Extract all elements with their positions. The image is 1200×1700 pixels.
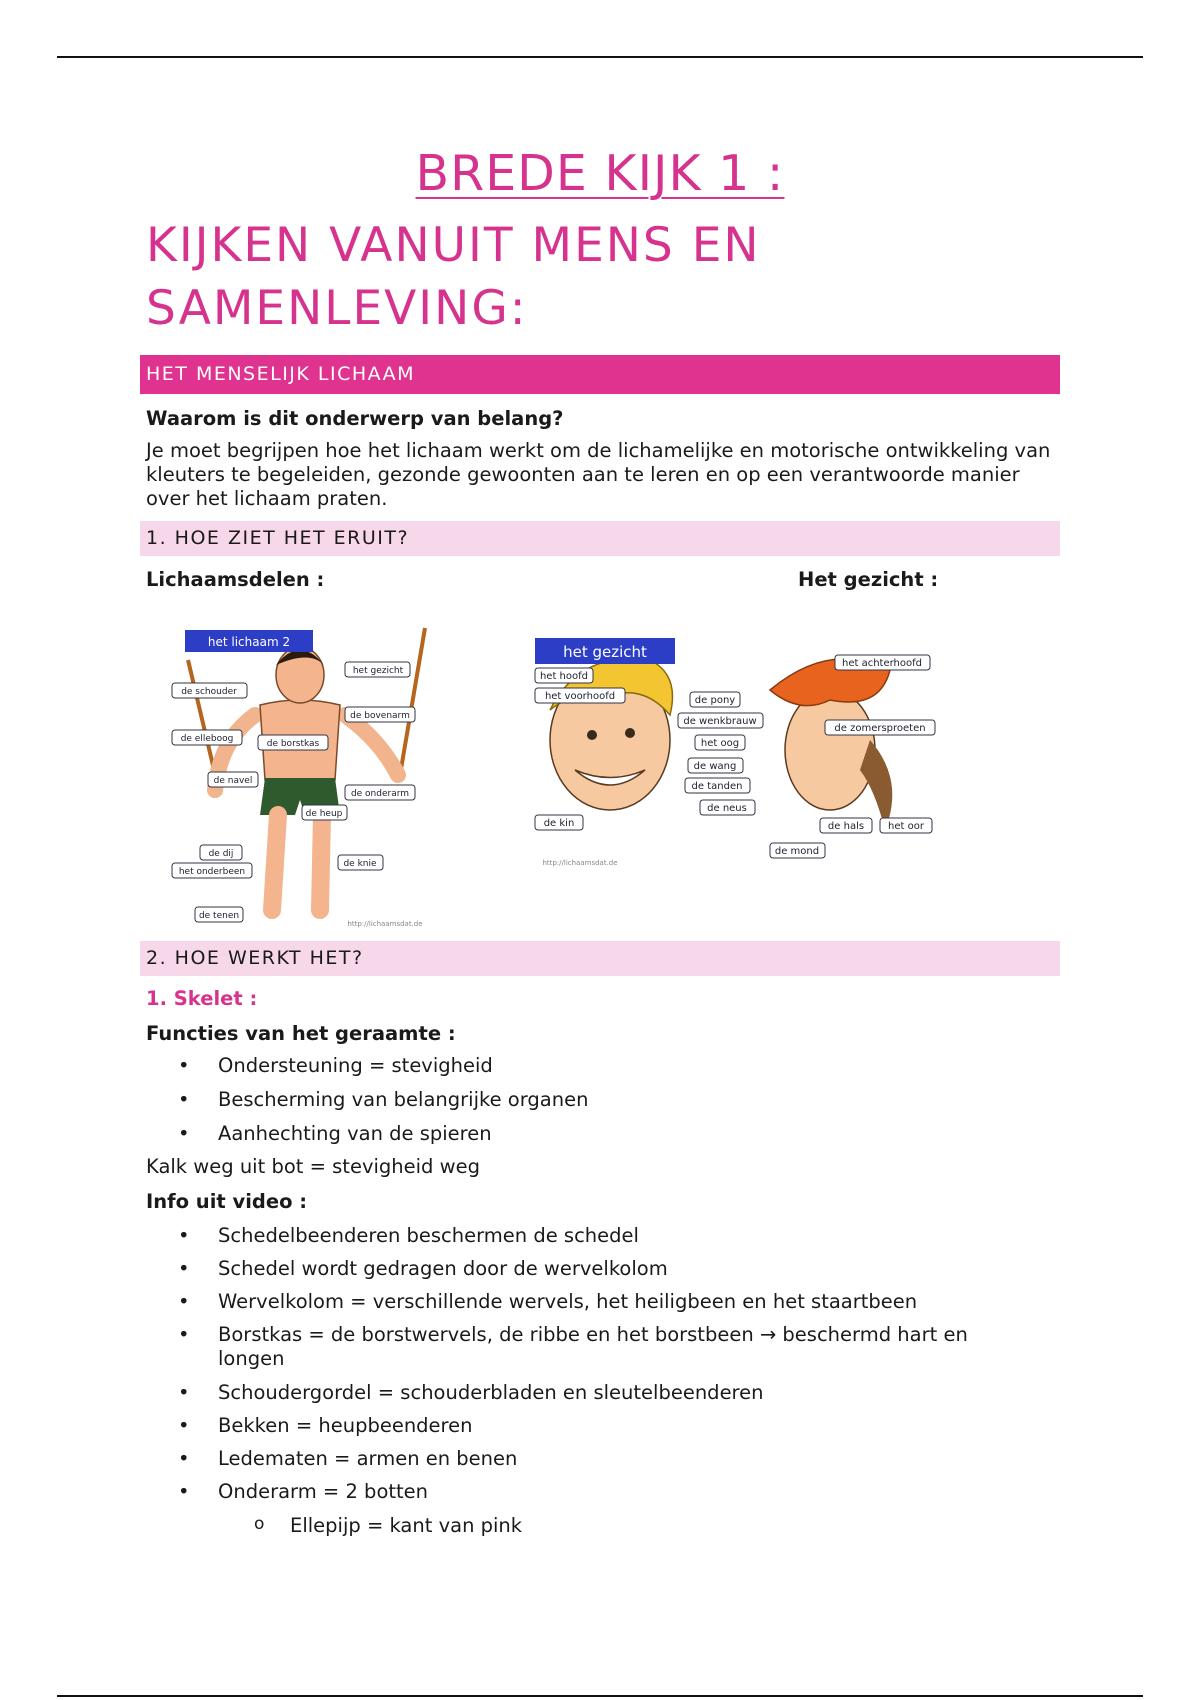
label-oog: het oog (700, 738, 740, 749)
list-item: • Schoudergordel = schouderbladen en sleutelbeenderen (178, 1381, 1018, 1414)
body-parts-label: Lichaamsdelen : (146, 568, 325, 591)
label-hals: de hals (827, 821, 865, 832)
label-onderbeen: het onderbeen (178, 867, 246, 877)
label-oor: het oor (888, 821, 924, 832)
label-tenen: de tenen (198, 911, 240, 921)
label-wenkbrauw: de wenkbrauw (683, 716, 757, 727)
list-item: • Aanhechting van de spieren (178, 1122, 588, 1156)
label-tanden: de tanden (691, 781, 743, 792)
section-heading-2: 2. HOE WERKT HET? (140, 941, 1060, 976)
label-pony: de pony (694, 695, 736, 706)
list-item: • Onderarm = 2 botten (178, 1480, 1018, 1513)
right-rope (400, 628, 425, 775)
label-hoofd: het hoofd (539, 671, 589, 682)
left-leg (272, 815, 278, 910)
face-illustration (530, 630, 950, 890)
face-label: Het gezicht : (798, 568, 939, 591)
bottom-rule (57, 1695, 1143, 1697)
boy-eye-left (587, 730, 597, 740)
intro-question: Waarom is dit onderwerp van belang? (146, 407, 564, 430)
info-list (178, 1224, 1018, 1513)
list-item: • Wervelkolom = verschillende wervels, het heiligbeen en het staartbeen (178, 1290, 1018, 1323)
label-navel: de navel (213, 776, 253, 786)
label-mond: de mond (774, 846, 820, 857)
body-credit: http://lichaamsdat.de (347, 920, 423, 928)
label-zomersproeten: de zomersproeten (834, 723, 926, 734)
sub-list-item: Ellepijp = kant van pink (290, 1514, 523, 1537)
label-schouder: de schouder (181, 687, 237, 697)
kalk-note: Kalk weg uit bot = stevigheid weg (146, 1155, 480, 1178)
label-knie: de knie (343, 859, 377, 869)
label-bovenarm: de bovenarm (350, 711, 410, 721)
face-title: het gezicht (563, 643, 647, 661)
info-title: Info uit video : (146, 1190, 308, 1213)
document-subtitle (146, 214, 761, 340)
subtitle-line-2: SAMENLEVING: (146, 281, 528, 336)
subtitle-line-1: KIJKEN VANUIT MENS EN (146, 218, 761, 273)
label-kin: de kin (543, 818, 575, 829)
label-onderarm: de onderarm (350, 789, 410, 799)
body-illustration (160, 620, 450, 930)
list-item: • Ledematen = armen en benen (178, 1447, 1018, 1480)
label-heup: de heup (305, 809, 343, 819)
intro-body: Je moet begrijpen hoe het lichaam werkt om de lichamelijke en motorische ontwikkeling van kleuters te begeleiden, gezonde gewoonten aan te leren en op een verantwoorde manier over het lichaam praten. (146, 439, 1051, 510)
section-bar-main: HET MENSELIJK LICHAAM (140, 355, 1060, 394)
section-heading-1: 1. HOE ZIET HET ERUIT? (140, 521, 1060, 556)
list-item: • Borstkas = de borstwervels, de ribbe en het borstbeen → beschermd hart en longen (178, 1323, 1018, 1381)
label-wang: de wang (693, 761, 737, 772)
label-achterhoofd: het achterhoofd (841, 658, 923, 669)
functions-title: Functies van het geraamte : (146, 1022, 456, 1045)
face-credit: http://lichaamsdat.de (542, 859, 618, 867)
functions-list (178, 1054, 588, 1156)
right-leg (320, 815, 322, 910)
list-item: • Schedelbeenderen beschermen de schedel (178, 1224, 1018, 1257)
document-title: BREDE KIJK 1 : (415, 145, 785, 202)
face-illustration-svg (530, 630, 950, 890)
label-neus: de neus (707, 803, 747, 814)
label-borstkas: de borstkas (266, 739, 320, 749)
label-gezicht: het gezicht (352, 666, 404, 676)
label-dij: de dij (208, 849, 234, 859)
list-item: • Bescherming van belangrijke organen (178, 1088, 588, 1122)
sub-list-marker: o (254, 1514, 265, 1534)
body-illustration-svg (160, 620, 450, 930)
list-item: • Ondersteuning = stevigheid (178, 1054, 588, 1088)
body-title: het lichaam 2 (207, 635, 291, 649)
top-rule (57, 56, 1143, 58)
girl-head (785, 690, 875, 810)
list-item: • Bekken = heupbeenderen (178, 1414, 1018, 1447)
label-elleboog: de elleboog (180, 734, 234, 744)
right-arm (345, 715, 398, 775)
skelet-heading: 1. Skelet : (146, 987, 258, 1010)
boy-eye-right (625, 728, 635, 738)
list-item: • Schedel wordt gedragen door de wervelkolom (178, 1257, 1018, 1290)
label-voorhoofd: het voorhoofd (544, 691, 616, 702)
